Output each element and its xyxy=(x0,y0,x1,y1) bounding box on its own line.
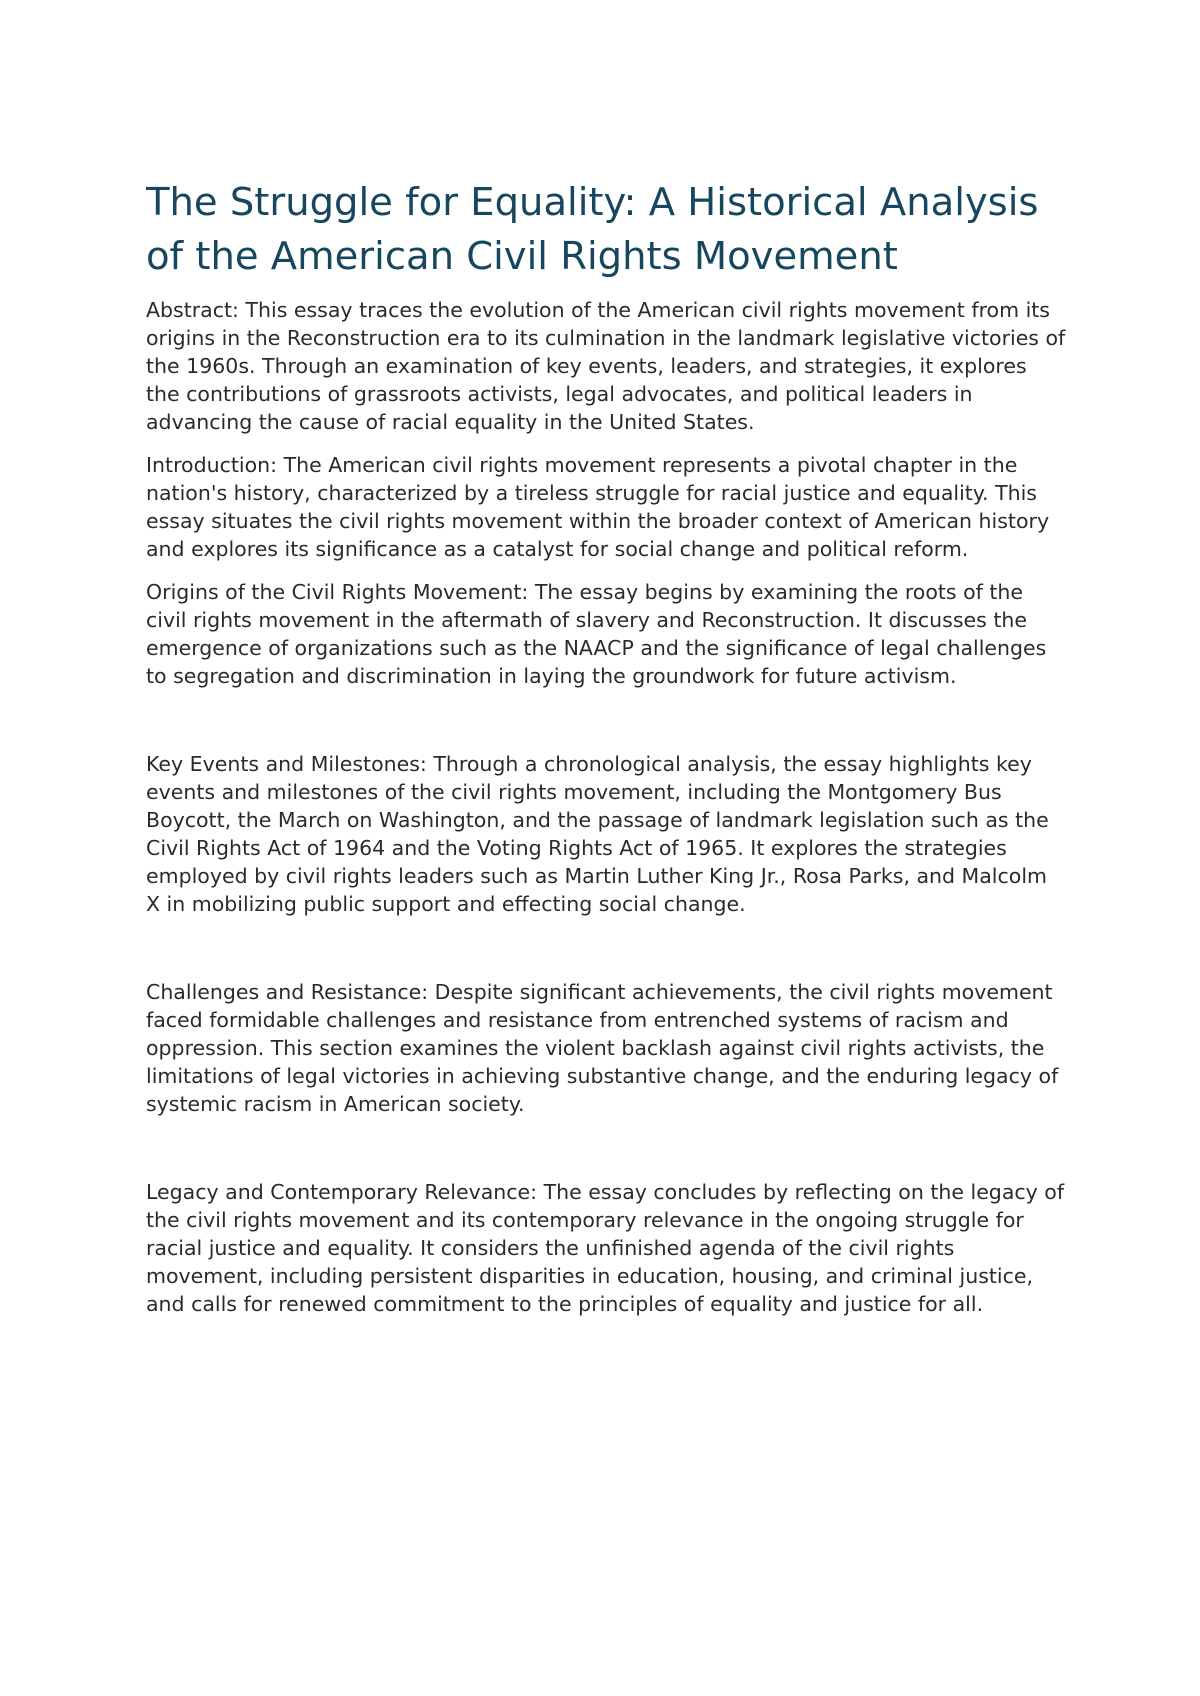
document-body xyxy=(146,176,1066,1318)
document-title: The Struggle for Equality: A Historical Analysis of the American Civil Rights Movement xyxy=(146,180,1039,279)
paragraph-introduction: Introduction: The American civil rights movement represents a pivotal chapter in the nation's history, characterized by a tireless struggle for racial justice and equality. This essay situates the civil rights movement within the broader context of American history and explores its significance as a catalyst for social change and political reform. xyxy=(146,453,1050,561)
paragraph-abstract: Abstract: This essay traces the evolution of the American civil rights movement from its origins in the Reconstruction era to its culmination in the landmark legislative victories of the 1960s. Through an examination of key events, leaders, and strategies, it explores the contributions of grassroots activists, legal advocates, and political leaders in advancing the cause of racial equality in the United States. xyxy=(146,298,1066,434)
paragraph-origins: Origins of the Civil Rights Movement: The essay begins by examining the roots of the civil rights movement in the aftermath of slavery and Reconstruction. It discusses the emergence of organizations such as the NAACP and the significance of legal challenges to segregation and discrimination in laying the groundwork for future activism. xyxy=(146,580,1047,688)
paragraph-key-events: Key Events and Milestones: Through a chronological analysis, the essay highlights key events and milestones of the civil rights movement, including the Montgomery Bus Boycott, the March on Washington, and the passage of landmark legislation such as the Civil Rights Act of 1964 and the Voting Rights Act of 1965. It explores the strategies employed by civil rights leaders such as Martin Luther King Jr., Rosa Parks, and Malcolm X in mobilizing public support and effecting social change. xyxy=(146,752,1049,916)
paragraph-legacy: Legacy and Contemporary Relevance: The essay concludes by reflecting on the legacy of the civil rights movement and its contemporary relevance in the ongoing struggle for racial justice and equality. It considers the unfinished agenda of the civil rights movement, including persistent disparities in education, housing, and criminal justice, and calls for renewed commitment to the principles of equality and justice for all. xyxy=(146,1180,1065,1316)
paragraph-challenges: Challenges and Resistance: Despite significant achievements, the civil rights movement faced formidable challenges and resistance from entrenched systems of racism and oppression. This section examines the violent backlash against civil rights activists, the limitations of legal victories in achieving substantive change, and the enduring legacy of systemic racism in American society. xyxy=(146,980,1059,1116)
